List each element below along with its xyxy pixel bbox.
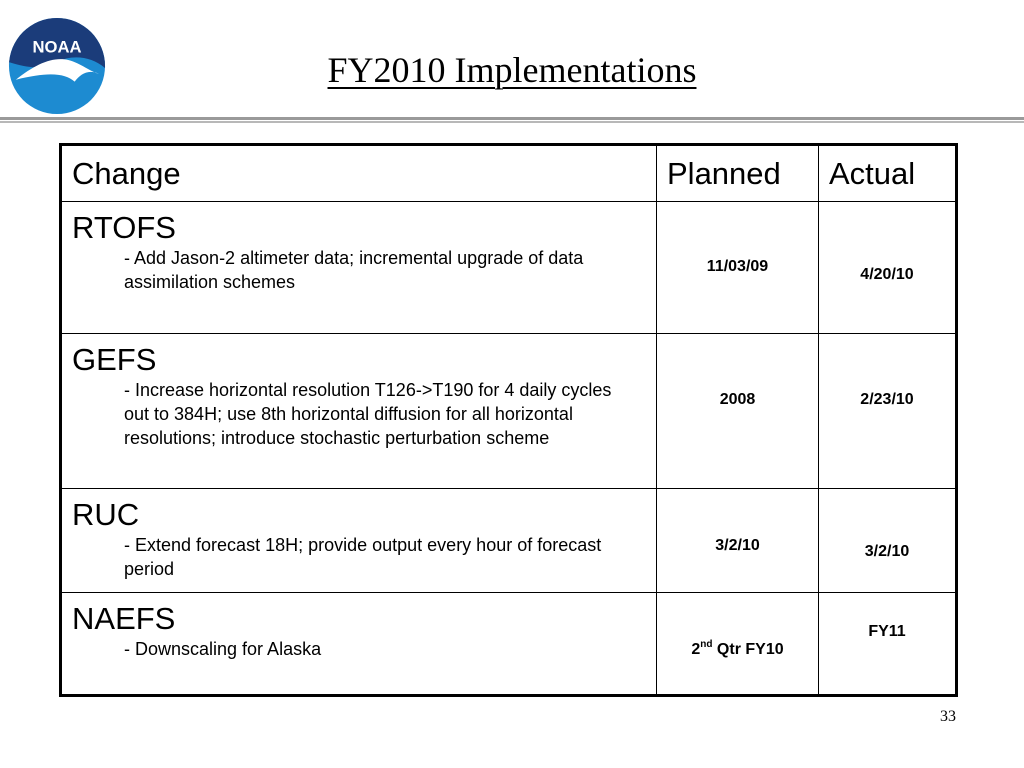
actual-cell [819,489,957,593]
planned-date [657,641,818,659]
planned-cell [657,202,819,334]
change-name: RUC [72,497,140,532]
change-description: - Increase horizontal resolution T126->T190 for 4 daily cycles out to 384H; use 8th horizontal diffusion for all horizontal resolutions; introduce stochastic perturbation scheme [124,380,612,448]
actual-cell [819,334,957,489]
header-planned: Planned [657,145,819,202]
change-cell [61,593,657,696]
page-title: FY2010 Implementations [327,50,697,90]
planned-cell [657,334,819,489]
page-number: 33 [940,708,956,725]
implementations-table [59,143,958,697]
logo-text: NOAA [32,37,82,57]
table-header-row [61,145,957,202]
planned-date-ordinal: nd [700,639,713,650]
planned-date: 3/2/10 [715,537,760,554]
actual-date: 3/2/10 [864,543,910,560]
table-row [61,593,957,696]
actual-date: 2/23/10 [860,391,914,408]
planned-cell [657,489,819,593]
change-cell [61,489,657,593]
actual-date: 4/20/10 [860,266,914,283]
table-row [61,489,957,593]
table-row [61,334,957,489]
change-description: - Extend forecast 18H; provide output every hour of forecast period [124,535,602,579]
actual-date: FY11 [868,623,906,640]
change-cell [61,334,657,489]
change-description: - Downscaling for Alaska [124,639,322,659]
header-actual: Actual [819,145,957,202]
planned-date-suffix: Qtr FY10 [712,641,784,658]
header-change: Change [61,145,657,202]
actual-cell [819,202,957,334]
change-name: GEFS [72,342,157,377]
change-cell [61,202,657,334]
change-description: - Add Jason-2 altimeter data; incremental upgrade of data assimilation schemes [124,248,584,292]
planned-date: 11/03/09 [706,258,769,275]
change-name: RTOFS [72,210,176,245]
actual-cell [819,593,957,696]
planned-date-prefix: 2 [691,641,701,658]
table-row [61,202,957,334]
title-divider [0,117,1024,124]
planned-cell [657,593,819,696]
planned-date: 2008 [719,391,756,408]
change-name: NAEFS [72,601,176,636]
